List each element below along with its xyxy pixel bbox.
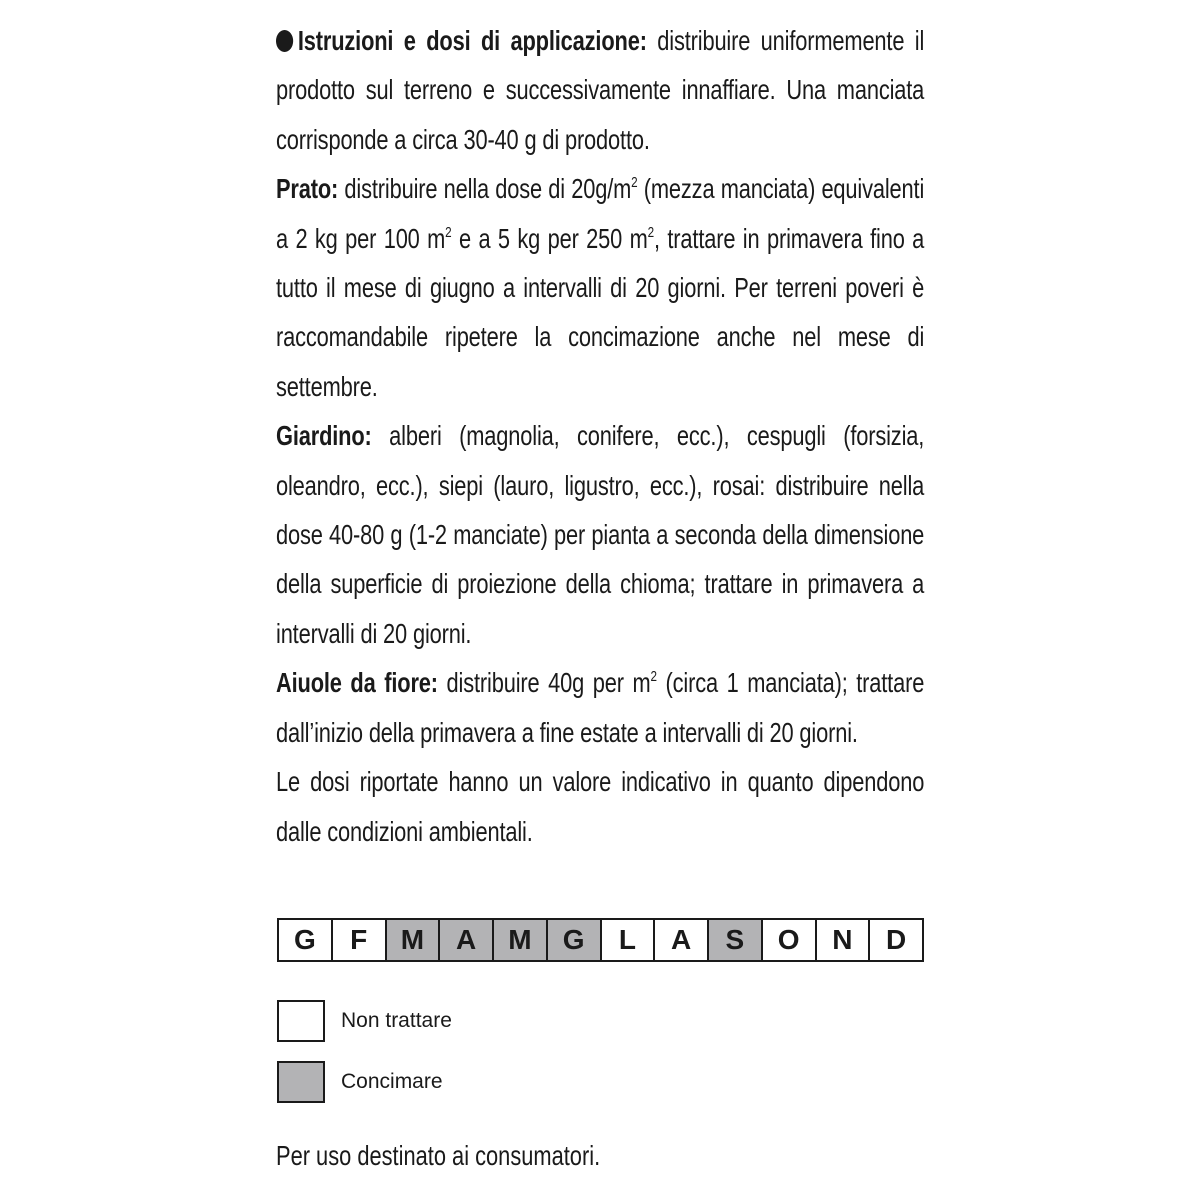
prato-text: , trattare in primavera fino a tutto il mese di giugno a intervalli di 20 giorni. Per terreni poveri è raccomandabile ripetere la concimazione anche nel mese di settembre. <box>276 222 925 402</box>
month-cell: M <box>494 920 548 960</box>
superscript: 2 <box>445 223 452 241</box>
instructions-heading: Istruzioni e dosi di applicazione: <box>297 25 647 56</box>
legend-label-no-treat: Non trattare <box>341 1009 452 1032</box>
legend-fertilize <box>277 1061 443 1103</box>
superscript: 2 <box>647 223 655 241</box>
month-cell: O <box>763 920 817 960</box>
prato-text: distribuire nella dose di 20g/m <box>344 173 632 205</box>
month-cell: L <box>602 920 656 960</box>
legend-swatch-gray <box>277 1061 325 1103</box>
aiuole-text: (circa 1 manciata); trattare dall’inizio della primavera a fine estate a intervalli di 20 giorni. <box>276 667 925 748</box>
aiuole-text: distribuire 40g per m <box>446 667 651 699</box>
legend-label-fertilize: Concimare <box>341 1070 443 1093</box>
instructions-intro <box>276 16 924 164</box>
month-cell: G <box>279 920 333 960</box>
month-cell: D <box>870 920 922 960</box>
month-cell: A <box>440 920 494 960</box>
instructions-text <box>276 16 924 856</box>
month-cell: F <box>333 920 387 960</box>
month-calendar <box>277 918 924 962</box>
prato-section <box>276 164 924 411</box>
prato-text: e a 5 kg per 250 m <box>459 222 648 254</box>
consumer-use-note: Per uso destinato ai consumatori. <box>276 1140 601 1171</box>
month-cell: M <box>387 920 441 960</box>
legend-no-treat <box>277 1000 452 1042</box>
month-cell: A <box>655 920 709 960</box>
prato-text: (mezza manciata) equivalenti a 2 kg per 100 m <box>276 173 925 254</box>
giardino-section <box>276 411 924 658</box>
superscript: 2 <box>650 668 657 686</box>
intro-text: distribuire uniformemente il prodotto sul terreno e successivamente innaffiare. Una manciata corrisponde a circa 30-40 g di prodotto. <box>276 25 925 155</box>
prato-label: Prato: <box>276 173 339 205</box>
month-cell: N <box>817 920 871 960</box>
aiuole-label: Aiuole da fiore: <box>276 667 438 699</box>
dose-note: Le dosi riportate hanno un valore indicativo in quanto dipendono dalle condizioni ambientali. <box>276 766 925 847</box>
aiuole-section <box>276 658 924 757</box>
bullet-icon <box>276 30 293 52</box>
giardino-label: Giardino: <box>276 420 372 452</box>
giardino-text: alberi (magnolia, conifere, ecc.), cespugli (forsizia, oleandro, ecc.), siepi (lauro, ligustro, ecc.), rosai: distribuire nella dose 40-80 g (1-2 manciate) per pianta a seconda della dimensione della superficie di proiezione della chioma; trattare in primavera a intervalli di 20 giorni. <box>276 420 925 649</box>
month-cell: G <box>548 920 602 960</box>
month-cell: S <box>709 920 763 960</box>
legend-swatch-white <box>277 1000 325 1042</box>
superscript: 2 <box>631 174 638 192</box>
